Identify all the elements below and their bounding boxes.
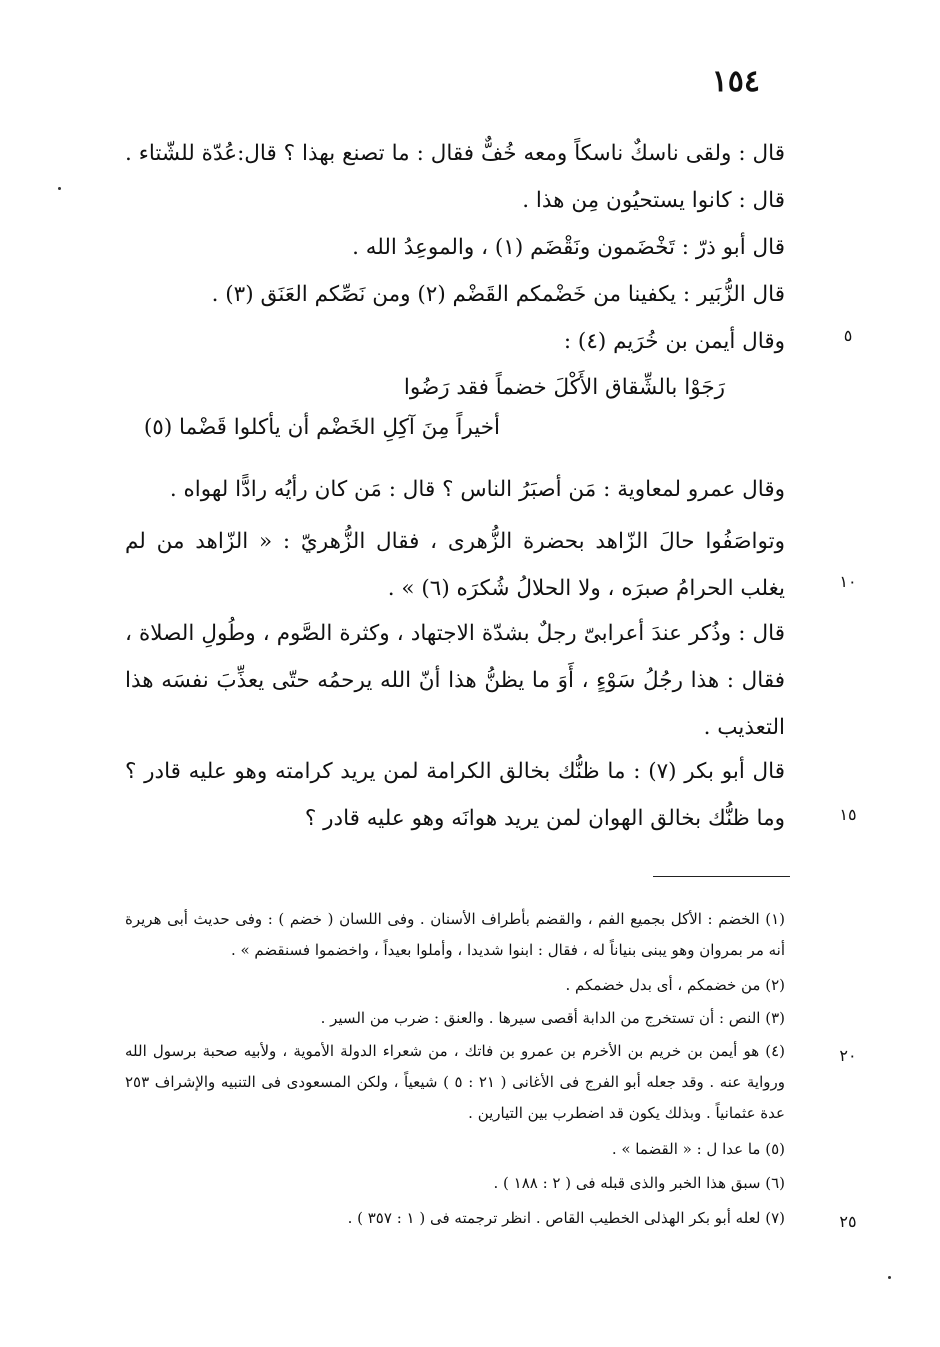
paragraph-text: وقال أيمن بن خُرَيم (٤) : xyxy=(563,329,785,354)
page-number: ١٥٤ xyxy=(711,64,760,99)
paragraph-bedouin xyxy=(125,610,785,751)
paragraph-text: قال : ولقى ناسكٌ ناسكاً ومعه خُفٌّ فقال : ما تصنع بهذا ؟ قال:عُدّة للشّتاء . قال : كانوا يستحيُون مِن هذا . xyxy=(125,141,785,213)
paragraph-text: قال أبو بكر (٧) : ما ظنُّك بخالق الكرامة لمن يريد كرامته وهو عليه قادر ؟ وما ظنُّك بخالق الهوان لمن يريد هوانَه وهو عليه قادر ؟ xyxy=(125,759,785,831)
paragraph-zubayr xyxy=(125,271,785,318)
paragraph-ayman xyxy=(125,318,785,365)
footnote-6: (٦) سبق هذا الخبر والذى قبله فى ( ٢ : ١٨٨ ) . xyxy=(493,1174,785,1192)
line-number-25: ٢٥ xyxy=(839,1212,857,1231)
paragraph-abu-dharr xyxy=(125,224,785,271)
verse-line-1: رَجَوْا بالشِّقاق الأَكْلَ خضماً فقد رَضُوا xyxy=(403,375,725,400)
scan-speck xyxy=(58,187,61,190)
paragraph-text: وتواصَفُوا حالَ الزّاهد بحضرة الزُّهرى ، فقال الزُّهريّ : « الزّاهد من لم يغلب الحرامُ صبرَه ، ولا الحلالُ شُكرَه (٦) » . xyxy=(125,529,785,601)
paragraph-text: قال : وذُكر عندَ أعرابىّ رجلٌ بشدّة الاجتهاد ، وكثرة الصَّوم ، وطُولِ الصلاة ، فقال : هذا رجُلُ سَوْءٍ ، أَوَ ما يظنُّ هذا أنّ الله يرحمُه حتّى يعذِّبَ نفسَه هذا التعذيب . xyxy=(125,621,785,740)
paragraph-amr xyxy=(125,466,785,513)
paragraph-text: قال أبو ذرّ : تَخْضَمون ونَقْضَم (١) ، والموعِدُ الله . xyxy=(352,235,785,260)
paragraph-abu-bakr xyxy=(125,748,785,842)
footnote-4: (٤) هو أيمن بن خريم بن الأخرم بن عمرو بن فاتك ، من شعراء الدولة الأموية ، ولأبيه صحبة برسول الله ورواية عنه . وقد جعله أبو الفرج فى الأغانى ( ٢١ : ٥ ) شيعياً ، ولكن المسعودى فى التنبيه والإشراف ٢٥٣ عدة عثمانياً . وبذلك يكون قد اضطرب بين التيارين . xyxy=(125,1042,785,1122)
footnote-separator xyxy=(653,876,790,877)
paragraph-text: وقال عمرو لمعاوية : مَن أصبَرُ الناس ؟ قال : مَن كان رأيُه رادًّا لهواه . xyxy=(169,477,785,502)
scan-speck xyxy=(888,1276,891,1279)
paragraph-zuhri xyxy=(125,518,785,612)
footnote-7: (٧) لعله أبو بكر الهذلى الخطيب القاص . انظر ترجمته فى ( ١ : ٣٥٧ ) . xyxy=(347,1209,785,1227)
verse-line-2: أخيراً مِنَ آكِلِ الخَضْم أن يأكلوا قَضْما (٥) xyxy=(143,415,500,440)
line-number-10: ١٠ xyxy=(839,572,857,591)
footnote-5: (٥) ما عدا ل : « القضما » . xyxy=(611,1140,785,1158)
line-number-20: ٢٠ xyxy=(839,1046,857,1065)
paragraph-ascetic-shoe xyxy=(125,130,785,224)
paragraph-text: قال الزُّبَير : يكفينا من خَضْمكم القَضْم (٢) ومن نَصِّكم العَنَق (٣) . xyxy=(211,282,785,307)
footnote-2: (٢) من خضمكم ، أى بدل خضمكم . xyxy=(565,976,785,994)
line-number-5: ٥ xyxy=(843,326,853,345)
line-number-15: ١٥ xyxy=(839,805,857,824)
footnote-1: (١) الخضم : الأكل بجميع الفم ، والقضم بأطراف الأسنان . وفى اللسان ( خضم ) : وفى حديث أبى هريرة أنه مر بمروان وهو يبنى بنياناً له ، فقال : ابنوا شديدا ، وأملوا بعيداً ، واخضموا فسنقضم » . xyxy=(125,910,785,959)
footnote-3: (٣) النص : أن تستخرج من الدابة أقصى سيرها . والعنق : ضرب من السير . xyxy=(320,1009,785,1027)
